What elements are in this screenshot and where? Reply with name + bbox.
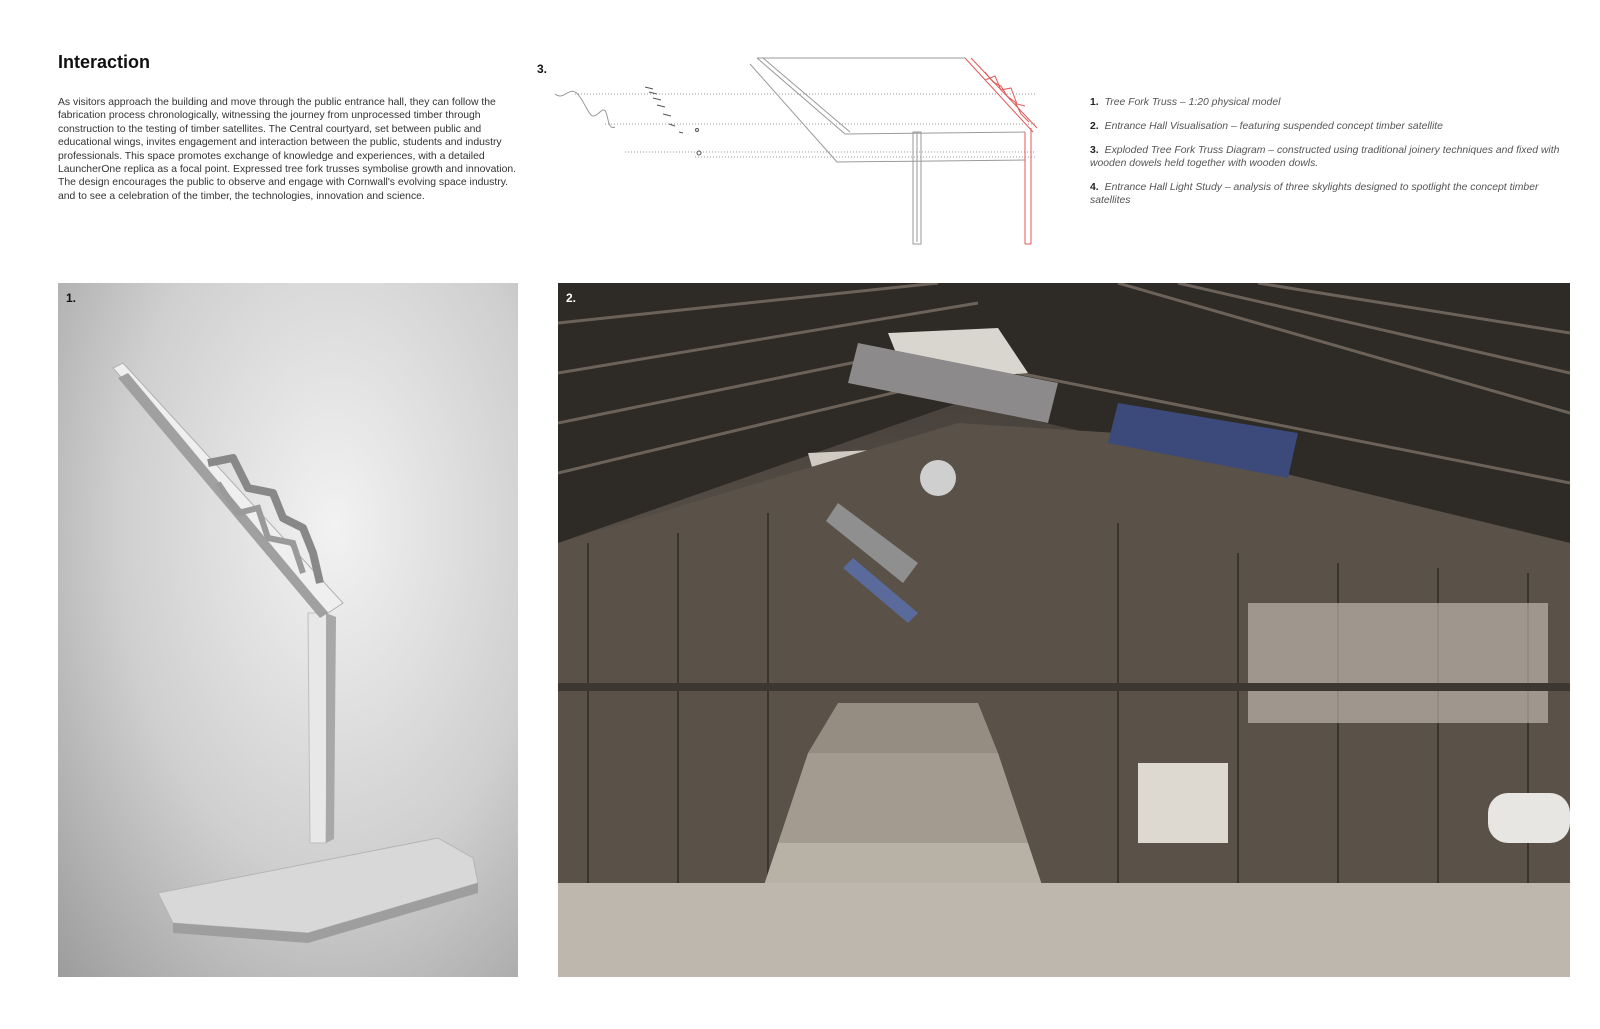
caption-item: 4. Entrance Hall Light Study – analysis of three skylights designed to spotlight the concept timber satellites [1090,182,1539,206]
figure-2-label: 2. [566,291,577,305]
caption-text: Exploded Tree Fork Truss Diagram – constructed using traditional joinery techniques and fixed with wooden dowels held together with wooden dowls. [1090,145,1560,169]
caption-text: Entrance Hall Light Study – analysis of three skylights designed to spotlight the concept timber satellites [1090,182,1539,206]
caption-text: Entrance Hall Visualisation – featuring suspended concept timber satellite [1104,121,1443,132]
caption-item: 2. Entrance Hall Visualisation – featuring suspended concept timber satellite [1090,121,1443,132]
exploded-truss-diagram [545,52,1065,252]
truss-model-photo [58,283,518,977]
figure-1-label: 1. [66,291,77,305]
caption-item: 1. Tree Fork Truss – 1:20 physical model [1090,97,1281,108]
page-title: Interaction [58,52,151,72]
caption-text: Tree Fork Truss – 1:20 physical model [1104,97,1281,108]
intro-paragraph: As visitors approach the building and move through the public entrance hall, they can follow the fabrication process chronologically, witnessing the journey from unprocessed timber through construction to the testing of timber satellites. The Central courtyard, set between public and educational wings, invites engagement and interaction between the public, students and industry professionals. This space promotes exchange of knowledge and experiences, with a detailed LauncherOne replica as a focal point. Expressed tree fork trusses symbolise growth and innovation. The design encourages the public to observe and engage with Cornwall's evolving space industry. and to see a celebration of the timber, the technologies, innovation and science. [58,97,517,202]
figure-3-label: 3. [537,62,548,76]
captions-list [1090,96,1560,218]
entrance-hall-visualisation [558,283,1570,977]
caption-item: 3. Exploded Tree Fork Truss Diagram – constructed using traditional joinery techniques and fixed with wooden dowels held together with wooden dowls. [1090,145,1560,169]
